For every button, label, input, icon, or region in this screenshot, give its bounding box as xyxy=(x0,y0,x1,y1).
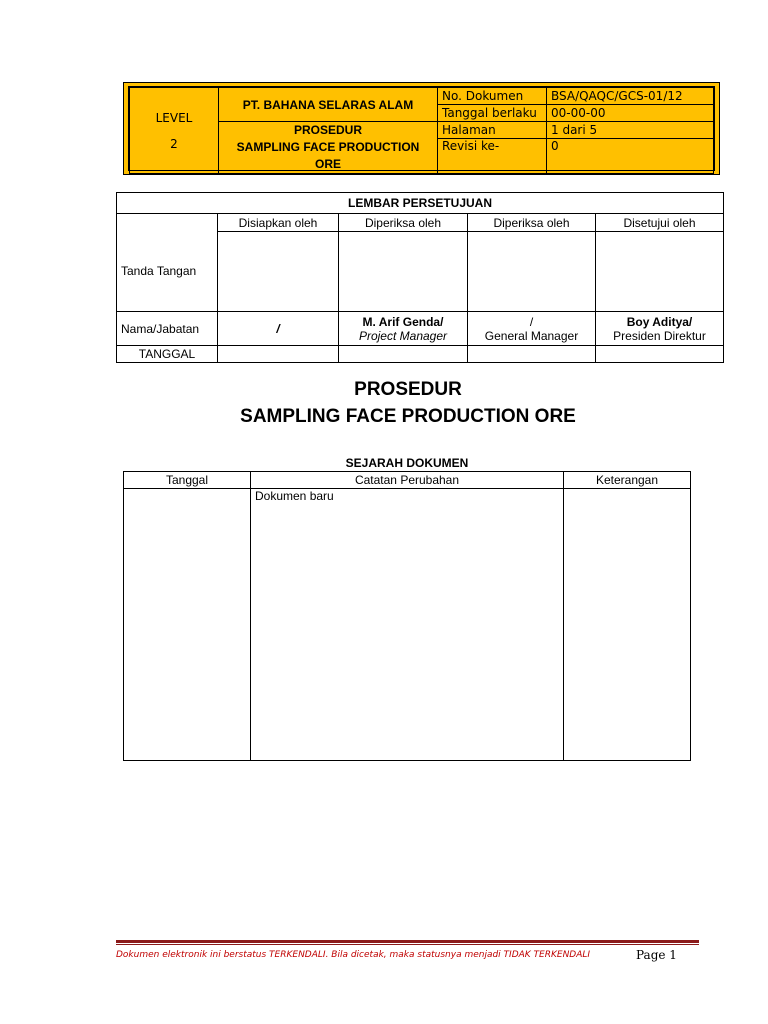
signature-cell-checked-2 xyxy=(468,232,596,312)
date-cell-prepared xyxy=(218,346,339,363)
title-checked-1: Project Manager xyxy=(358,328,448,343)
approval-col-approved: Disetujui oleh xyxy=(596,214,724,232)
header-table xyxy=(129,87,714,174)
row-label-date: TANGGAL xyxy=(117,346,218,363)
procedure-title xyxy=(219,122,438,174)
history-note-cell: Dokumen baru xyxy=(251,489,564,761)
date-cell-approved xyxy=(596,346,724,363)
name-checked-2: / xyxy=(529,314,534,329)
history-col-notes: Catatan Perubahan xyxy=(251,472,564,489)
date-cell-checked-1 xyxy=(339,346,468,363)
name-cell-prepared xyxy=(218,312,339,346)
footer-divider-thin xyxy=(116,944,699,945)
history-col-date: Tanggal xyxy=(124,472,251,489)
procedure-line-2: SAMPLING FACE PRODUCTION xyxy=(236,140,420,154)
company-name: PT. BAHANA SELARAS ALAM xyxy=(219,88,438,122)
approval-table xyxy=(116,192,724,363)
name-approved: Boy Aditya/ xyxy=(626,314,693,329)
document-title-line-1: PROSEDUR xyxy=(354,379,462,400)
approval-corner-cell xyxy=(117,214,218,232)
page-number: Page 1 xyxy=(636,948,677,962)
table-row xyxy=(124,489,691,761)
name-cell-checked-1 xyxy=(339,312,468,346)
meta-value-effective-date: 00-00-00 xyxy=(547,105,714,122)
meta-value-revision: 0 xyxy=(547,139,714,174)
history-col-remarks: Keterangan xyxy=(564,472,691,489)
row-label-signature: Tanda Tangan xyxy=(117,232,218,312)
history-remark-cell xyxy=(564,489,691,761)
meta-label-effective-date: Tanggal berlaku xyxy=(438,105,547,122)
signature-cell-approved xyxy=(596,232,724,312)
document-title-line-2: SAMPLING FACE PRODUCTION ORE xyxy=(240,406,576,427)
meta-value-page: 1 dari 5 xyxy=(547,122,714,139)
date-cell-checked-2 xyxy=(468,346,596,363)
signature-cell-checked-1 xyxy=(339,232,468,312)
history-date-cell xyxy=(124,489,251,761)
approval-title: LEMBAR PERSETUJUAN xyxy=(117,193,724,214)
signature-cell-prepared xyxy=(218,232,339,312)
title-approved: Presiden Direktur xyxy=(613,328,706,343)
document-header xyxy=(123,82,720,175)
footer-divider-thick xyxy=(116,940,699,943)
row-label-name: Nama/Jabatan xyxy=(117,312,218,346)
meta-label-doc-number: No. Dokumen xyxy=(438,88,547,105)
meta-label-revision: Revisi ke- xyxy=(438,139,547,174)
footer-notice: Dokumen elektronik ini berstatus TERKENDALI. Bila dicetak, maka statusnya menjadi TIDAK TERKENDALI xyxy=(116,950,591,960)
title-checked-2: General Manager xyxy=(484,328,579,343)
name-prepared: / xyxy=(276,321,280,336)
approval-col-checked-1: Diperiksa oleh xyxy=(339,214,468,232)
level-number: 2 xyxy=(170,136,178,151)
meta-label-page: Halaman xyxy=(438,122,547,139)
document-header-inner xyxy=(128,86,715,171)
name-cell-approved xyxy=(596,312,724,346)
name-cell-checked-2 xyxy=(468,312,596,346)
approval-col-checked-2: Diperiksa oleh xyxy=(468,214,596,232)
level-cell xyxy=(130,88,219,174)
meta-value-doc-number: BSA/QAQC/GCS-01/12 xyxy=(547,88,714,105)
history-title: SEJARAH DOKUMEN xyxy=(345,456,469,470)
approval-col-prepared: Disiapkan oleh xyxy=(218,214,339,232)
history-table xyxy=(123,471,691,761)
procedure-line-1: PROSEDUR xyxy=(293,123,362,137)
level-label: LEVEL xyxy=(155,110,193,125)
name-checked-1: M. Arif Genda/ xyxy=(362,314,444,329)
procedure-line-3: ORE xyxy=(314,157,341,171)
